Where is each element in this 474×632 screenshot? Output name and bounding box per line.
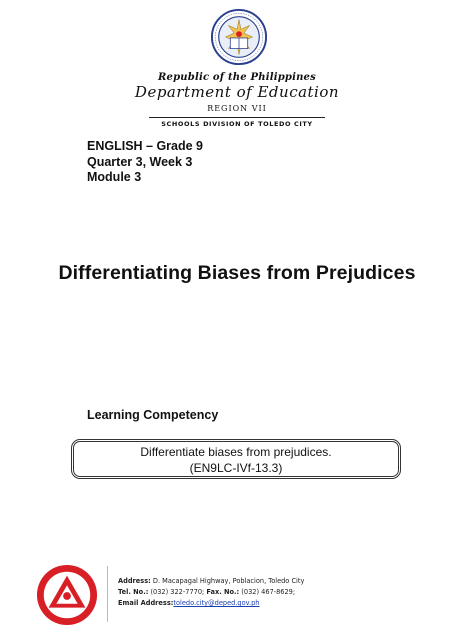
competency-box	[71, 439, 401, 479]
module-title: Differentiating Biases from Prejudices	[58, 262, 416, 284]
region-label: REGION VII	[207, 104, 267, 113]
footer-address	[118, 576, 304, 609]
quarter-week: Quarter 3, Week 3	[87, 154, 193, 169]
republic-heading: Republic of the Philippines	[158, 72, 316, 83]
module-number: Module 3	[87, 170, 142, 184]
competency-heading: Learning Competency	[87, 408, 219, 422]
header-divider	[149, 117, 325, 118]
subject-grade: ENGLISH – Grade 9	[87, 139, 204, 153]
address-line: Address: D. Macapagal Highway, Poblacion, Toledo City	[118, 577, 305, 585]
competency-code: (EN9LC-IVf-13.3)	[189, 461, 283, 475]
department-heading: Department of Education	[134, 83, 340, 101]
competency-text: Differentiate biases from prejudices.	[140, 445, 332, 459]
phone-line: Tel. No.: (032) 322-7770; Fax. No.: (032) 467-8629;	[118, 588, 296, 596]
deped-triangle-logo-icon	[36, 564, 98, 626]
deped-seal-icon	[210, 8, 268, 66]
email-link[interactable]: toledo.city@deped.gov.ph	[173, 599, 260, 607]
footer-divider	[107, 566, 108, 622]
division-label: SCHOOLS DIVISION OF TOLEDO CITY	[161, 120, 313, 128]
module-info	[87, 139, 203, 186]
email-line: Email Address:toledo.city@deped.gov.ph	[118, 599, 260, 607]
